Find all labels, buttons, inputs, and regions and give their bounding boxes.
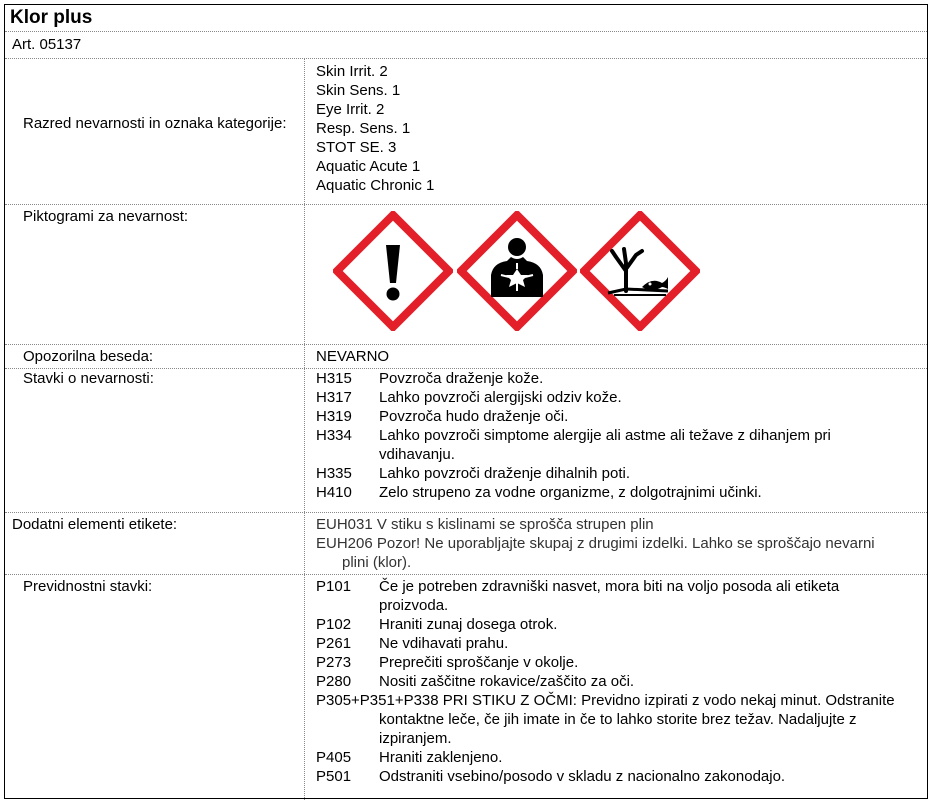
- statement-text: Hraniti zaklenjeno.: [379, 749, 503, 766]
- statement-code: P273: [316, 654, 352, 671]
- precautionary-statement: [316, 653, 909, 672]
- signal-word-label: Opozorilna beseda:: [23, 348, 154, 365]
- supplemental-label: Dodatni elementi etikete:: [12, 516, 178, 533]
- hazard-statement: [316, 369, 909, 388]
- statement-code: P405: [316, 749, 352, 766]
- hazard-class-label: Razred nevarnosti in oznaka kategorije:: [23, 115, 287, 132]
- title-row: [5, 5, 927, 32]
- statement-text: Lahko povzroči simptome alergije ali astme ali težave z dihanjem pri vdihavanju.: [379, 427, 831, 463]
- statement-code: P101: [316, 578, 352, 595]
- statement-code: P501: [316, 768, 352, 785]
- product-title: Klor plus: [10, 7, 93, 28]
- signal-word: NEVARNO: [316, 348, 390, 365]
- supplemental-item: EUH206 Pozor! Ne uporabljajte skupaj z drugimi izdelki. Lahko se sproščajo nevarni plini (klor).: [316, 535, 875, 571]
- hazard-class-item: Aquatic Acute 1: [316, 158, 421, 175]
- statement-text: Hraniti zunaj dosega otrok.: [379, 616, 558, 633]
- statement-text: PRI STIKU Z OČMI: Previdno izpirati z vodo nekaj minut. Odstranite kontaktne leče, če jih imate in če to lahko storite brez težav. Nadaljujte z izpiranjem.: [379, 692, 895, 747]
- hazard-statement: [316, 464, 909, 483]
- hazard-statement: [316, 426, 909, 464]
- hazard-class-list: [316, 62, 434, 195]
- statement-code: P305+P351+P338: [316, 692, 439, 709]
- precautionary-statement: [316, 615, 909, 634]
- precautionary-statement: [316, 672, 909, 691]
- health-hazard-icon: [457, 211, 577, 331]
- exclamation-mark-icon: [333, 211, 453, 331]
- statement-text: Nositi zaščitne rokavice/zaščito za oči.: [379, 673, 635, 690]
- supplemental-list: [316, 515, 876, 572]
- pictograms-row: [5, 205, 927, 345]
- pictograms-label: Piktogrami za nevarnost:: [23, 208, 189, 225]
- statement-text: Povzroča hudo draženje oči.: [379, 408, 569, 425]
- statement-text: Če je potreben zdravniški nasvet, mora biti na voljo posoda ali etiketa proizvoda.: [379, 578, 840, 614]
- hazard-statement: [316, 407, 909, 426]
- supplemental-item: EUH031 V stiku s kislinami se sprošča strupen plin: [316, 516, 654, 533]
- precautionary-statement: [316, 767, 909, 786]
- article-number: Art. 05137: [12, 36, 82, 53]
- statement-code: P102: [316, 616, 352, 633]
- environment-icon: [580, 211, 700, 331]
- statement-text: Preprečiti sproščanje v okolje.: [379, 654, 579, 671]
- statement-code: H410: [316, 484, 352, 501]
- statement-code: P280: [316, 673, 352, 690]
- hazard-statements-row: [5, 369, 927, 513]
- hazard-class-item: Resp. Sens. 1: [316, 120, 411, 137]
- hazard-class-item: STOT SE. 3: [316, 139, 397, 156]
- statement-text: Ne vdihavati prahu.: [379, 635, 509, 652]
- statement-code: H319: [316, 408, 352, 425]
- statement-code: H334: [316, 427, 352, 444]
- statement-text: Lahko povzroči alergijski odziv kože.: [379, 389, 622, 406]
- precautionary-label: Previdnostni stavki:: [23, 578, 153, 595]
- safety-label-sheet: [4, 4, 928, 799]
- statement-combined: [316, 691, 909, 748]
- statement-text: Lahko povzroči draženje dihalnih poti.: [379, 465, 630, 482]
- supplemental-row: [5, 513, 927, 575]
- statement-text: Odstraniti vsebino/posodo v skladu z nacionalno zakonodajo.: [379, 768, 786, 785]
- hazard-statements-list: [316, 369, 909, 502]
- hazard-class-item: Eye Irrit. 2: [316, 101, 385, 118]
- statement-code: H317: [316, 389, 352, 406]
- hazard-statement: [316, 483, 909, 502]
- hazard-class-item: Skin Sens. 1: [316, 82, 401, 99]
- hazard-class-item: Skin Irrit. 2: [316, 63, 388, 80]
- statement-code: P261: [316, 635, 352, 652]
- statement-text: Povzroča draženje kože.: [379, 370, 544, 387]
- precautionary-statement: [316, 634, 909, 653]
- precautionary-list: [316, 577, 909, 786]
- precautionary-statement: [316, 577, 909, 615]
- statement-code: H335: [316, 465, 352, 482]
- statement-code: H315: [316, 370, 352, 387]
- hazard-class-row: [5, 59, 927, 205]
- signal-word-row: [5, 345, 927, 369]
- precautionary-statement: [316, 691, 909, 748]
- hazard-statement: [316, 388, 909, 407]
- precautionary-row: [5, 575, 927, 800]
- statement-text: Zelo strupeno za vodne organizme, z dolgotrajnimi učinki.: [379, 484, 762, 501]
- precautionary-statement: [316, 748, 909, 767]
- hazard-class-item: Aquatic Chronic 1: [316, 177, 435, 194]
- article-row: [5, 32, 927, 59]
- hazard-statements-label: Stavki o nevarnosti:: [23, 370, 154, 387]
